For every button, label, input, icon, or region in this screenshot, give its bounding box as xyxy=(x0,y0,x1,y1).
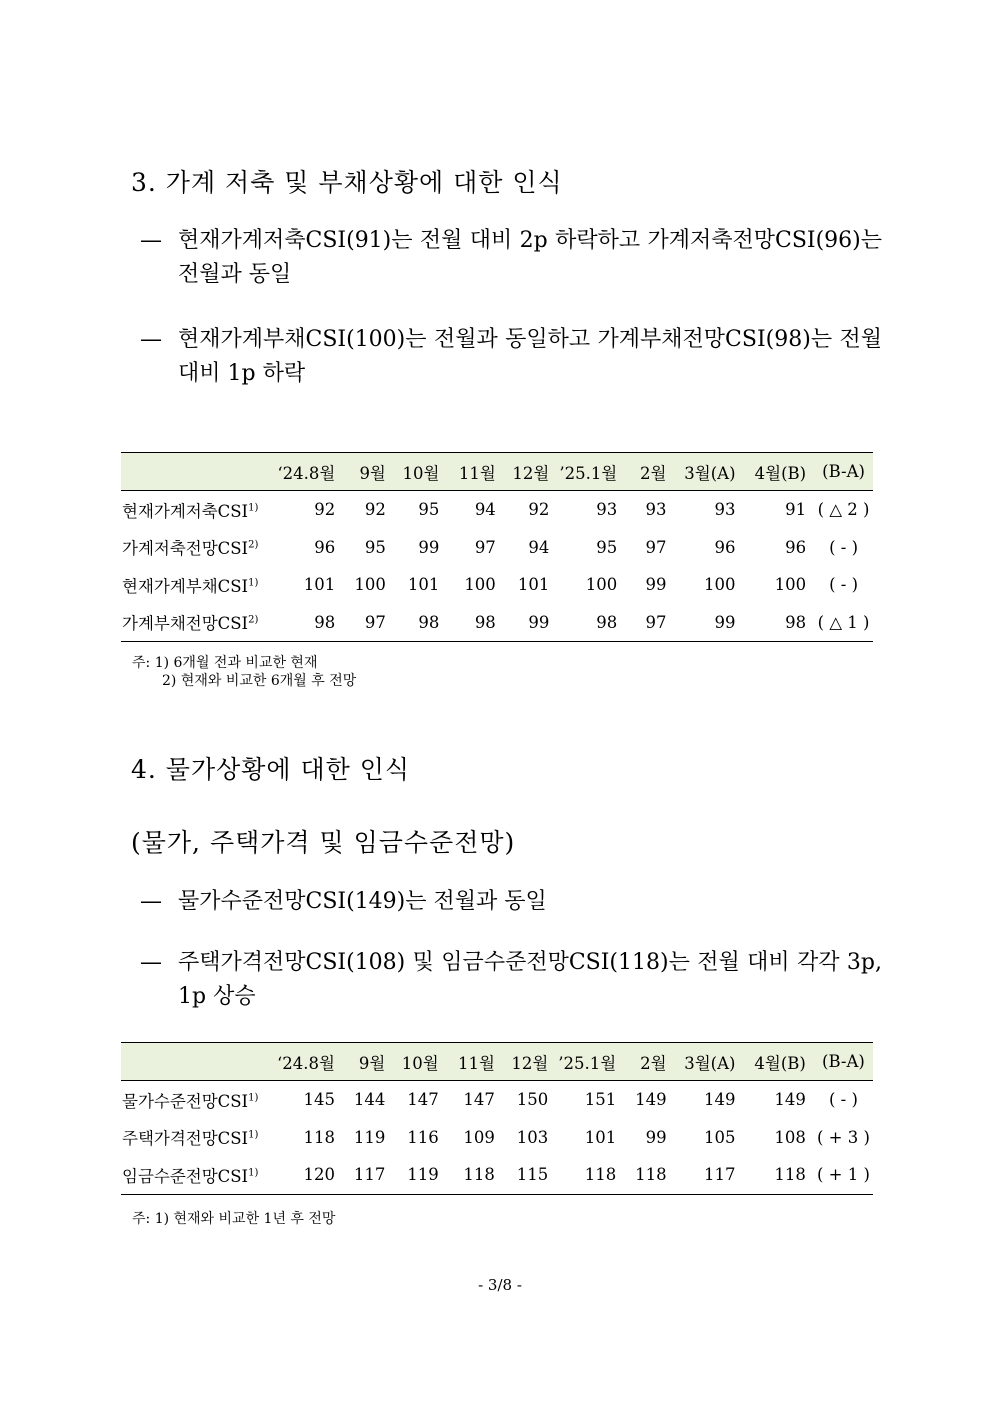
table-cell: 120 xyxy=(275,1156,343,1194)
table-cell: 100 xyxy=(704,575,736,595)
footnote-mark: 1) xyxy=(248,577,259,589)
table-cell: 92 xyxy=(528,500,550,520)
table-cell: 115 xyxy=(503,1156,556,1194)
table-cell: 98 xyxy=(394,604,448,642)
table-cell: 93 xyxy=(714,500,736,520)
bullet-dash: — xyxy=(140,950,162,975)
table-cell: 105 xyxy=(703,1127,736,1147)
table-cell: 100 xyxy=(464,575,496,595)
diff-cell: ( - ) xyxy=(829,537,859,557)
table-cell: 99 xyxy=(674,604,743,642)
table-cell: 118 xyxy=(624,1156,674,1194)
section-4-subtitle: (물가, 주택가격 및 임금수준전망) xyxy=(131,828,516,857)
header-cell: 10월 xyxy=(393,1043,446,1081)
row-label: 물가수준전망CSI$^{1)}$ xyxy=(122,1091,259,1111)
bullet-text: 현재가계저축CSI(91)는 전월 대비 2p 하락하고 가계저축전망CSI(96)는 전월과 동일 xyxy=(178,228,882,287)
table-cell: 97 xyxy=(625,604,674,642)
table-header-row xyxy=(121,453,873,491)
header-cell: 11월 xyxy=(447,453,503,491)
bullet-debt xyxy=(140,323,882,391)
table-cell: 98 xyxy=(275,604,343,642)
price-expectation-table xyxy=(121,1042,873,1195)
header-cell: 4월(B) xyxy=(744,453,815,491)
table-cell: 93 xyxy=(645,500,667,520)
table-row xyxy=(121,1156,873,1194)
header-cell: (B-A) xyxy=(814,1043,873,1081)
bullet-savings xyxy=(140,224,882,292)
row-label: 가계부채전망CSI$^{2)}$ xyxy=(121,604,275,642)
table-cell: 145 xyxy=(303,1090,335,1110)
footnote-mark: 1) xyxy=(248,1092,259,1104)
header-cell: 9월 xyxy=(343,453,394,491)
header-cell: 2월 xyxy=(624,1043,674,1081)
table-cell: 118 xyxy=(303,1127,335,1147)
table-cell: 116 xyxy=(407,1127,439,1147)
header-cell xyxy=(121,1043,275,1081)
table-row xyxy=(121,604,873,642)
footnote: 주: 1) 현재와 비교한 1년 후 전망 xyxy=(132,1211,336,1227)
header-cell xyxy=(121,453,275,491)
row-label: 주택가격전망CSI$^{1)}$ xyxy=(122,1129,259,1149)
table-cell: 100 xyxy=(774,575,807,595)
table-cell: 99 xyxy=(418,537,440,557)
section-4-title: 4. 물가상황에 대한 인식 xyxy=(131,755,411,784)
header-cell: ‘24.8월 xyxy=(275,1043,343,1081)
table-cell: 92 xyxy=(364,500,386,520)
table-cell: 147 xyxy=(463,1090,495,1110)
table-cell: 101 xyxy=(407,575,440,595)
diff-cell: ( △ 2 ) xyxy=(817,500,870,520)
diff-cell: ( - ) xyxy=(829,575,859,595)
header-cell: ‘24.8월 xyxy=(275,453,343,491)
header-cell: 11월 xyxy=(447,1043,503,1081)
header-cell: 2월 xyxy=(625,453,674,491)
table-header-row xyxy=(121,1043,873,1081)
table-cell: 109 xyxy=(463,1127,495,1147)
bullet-text: 주택가격전망CSI(108) 및 임금수준전망CSI(118)는 전월 대비 각각 3p, 1p 상승 xyxy=(178,950,882,1009)
table-footnotes xyxy=(132,654,356,690)
row-label: 현재가계부채CSI$^{1)}$ xyxy=(122,576,259,596)
table-cell: 117 xyxy=(675,1156,744,1194)
header-cell: 4월(B) xyxy=(743,1043,813,1081)
header-cell: 12월 xyxy=(503,1043,556,1081)
table-row xyxy=(121,1081,873,1119)
diff-cell: ( + 3 ) xyxy=(816,1127,870,1147)
table-cell: 101 xyxy=(584,1127,617,1147)
table-cell: 91 xyxy=(785,500,807,520)
table-cell: 93 xyxy=(596,500,618,520)
table-cell: 100 xyxy=(585,575,618,595)
table-cell: 99 xyxy=(645,575,667,595)
table-cell: 95 xyxy=(418,500,440,520)
header-cell: 10월 xyxy=(394,453,448,491)
table-cell: 96 xyxy=(714,537,736,557)
table-cell: 119 xyxy=(393,1156,446,1194)
table-footnotes xyxy=(132,1210,335,1228)
table-cell: 118 xyxy=(447,1156,503,1194)
row-label: 임금수준전망CSI$^{1)}$ xyxy=(121,1156,275,1194)
table-cell: 118 xyxy=(743,1156,813,1194)
header-cell: 12월 xyxy=(504,453,558,491)
table-cell: 95 xyxy=(596,537,618,557)
table-row xyxy=(121,529,873,567)
footnote-mark: 2) xyxy=(248,539,259,551)
table-cell: 150 xyxy=(516,1090,549,1110)
table-cell: 151 xyxy=(584,1090,617,1110)
table-cell: 97 xyxy=(474,537,496,557)
table-cell: 119 xyxy=(353,1127,386,1147)
table-cell: 97 xyxy=(645,537,667,557)
table-cell: 101 xyxy=(303,575,336,595)
header-cell: 3월(A) xyxy=(674,453,743,491)
row-label: 현재가계저축CSI$^{1)}$ xyxy=(122,501,259,521)
table-cell: 100 xyxy=(354,575,386,595)
table-cell: 95 xyxy=(364,537,386,557)
bullet-text: 현재가계부채CSI(100)는 전월과 동일하고 가계부채전망CSI(98)는 전월 대비 1p 하락 xyxy=(178,327,882,386)
bullet-price-level xyxy=(140,885,882,919)
table-cell: 149 xyxy=(703,1090,736,1110)
header-cell: ’25.1월 xyxy=(557,453,625,491)
bullet-dash: — xyxy=(140,889,162,914)
table-row xyxy=(121,566,873,604)
row-label: 가계저축전망CSI$^{2)}$ xyxy=(122,539,259,559)
table-row xyxy=(121,491,873,529)
table-cell: 92 xyxy=(314,500,336,520)
table-cell: 147 xyxy=(407,1090,439,1110)
diff-cell: ( - ) xyxy=(828,1090,858,1110)
header-cell: 9월 xyxy=(343,1043,393,1081)
footnote-mark: 1) xyxy=(248,502,259,514)
table-cell: 149 xyxy=(635,1090,667,1110)
table-cell: 108 xyxy=(774,1127,806,1147)
table-cell: 149 xyxy=(774,1090,806,1110)
bullet-dash: — xyxy=(140,327,162,352)
table-cell: 117 xyxy=(343,1156,393,1194)
footnote-mark: 1) xyxy=(248,1129,259,1141)
bullet-text: 물가수준전망CSI(149)는 전월과 동일 xyxy=(178,889,547,914)
table-cell: 118 xyxy=(556,1156,624,1194)
table-cell: 144 xyxy=(353,1090,386,1110)
table-cell: 101 xyxy=(517,575,550,595)
header-cell: ’25.1월 xyxy=(556,1043,624,1081)
header-cell: 3월(A) xyxy=(675,1043,744,1081)
bullet-dash: — xyxy=(140,228,162,253)
header-cell: (B-A) xyxy=(814,453,873,491)
page-number: - 3/8 - xyxy=(478,1276,522,1294)
bullet-housing-wage xyxy=(140,946,882,1014)
footnote: 2) 현재와 비교한 6개월 후 전망 xyxy=(162,673,357,689)
table-cell: 94 xyxy=(474,500,496,520)
household-savings-debt-table xyxy=(121,452,873,642)
table-cell: 96 xyxy=(785,537,807,557)
footnote-mark: 1) xyxy=(248,1167,259,1179)
section-3-title: 3. 가계 저축 및 부채상황에 대한 인식 xyxy=(131,168,563,197)
footnote-mark: 2) xyxy=(248,614,259,626)
table-cell: 98 xyxy=(744,604,815,642)
footnote: 주: 1) 6개월 전과 비교한 현재 xyxy=(132,655,318,671)
diff-cell: ( △ 1 ) xyxy=(814,604,873,642)
table-cell: 96 xyxy=(314,537,336,557)
table-cell: 99 xyxy=(645,1127,667,1147)
table-row xyxy=(121,1119,873,1157)
table-cell: 98 xyxy=(447,604,503,642)
table-cell: 99 xyxy=(504,604,558,642)
table-cell: 94 xyxy=(528,537,550,557)
diff-cell: ( + 1 ) xyxy=(814,1156,873,1194)
table-cell: 98 xyxy=(557,604,625,642)
table-cell: 97 xyxy=(343,604,394,642)
table-cell: 103 xyxy=(516,1127,549,1147)
